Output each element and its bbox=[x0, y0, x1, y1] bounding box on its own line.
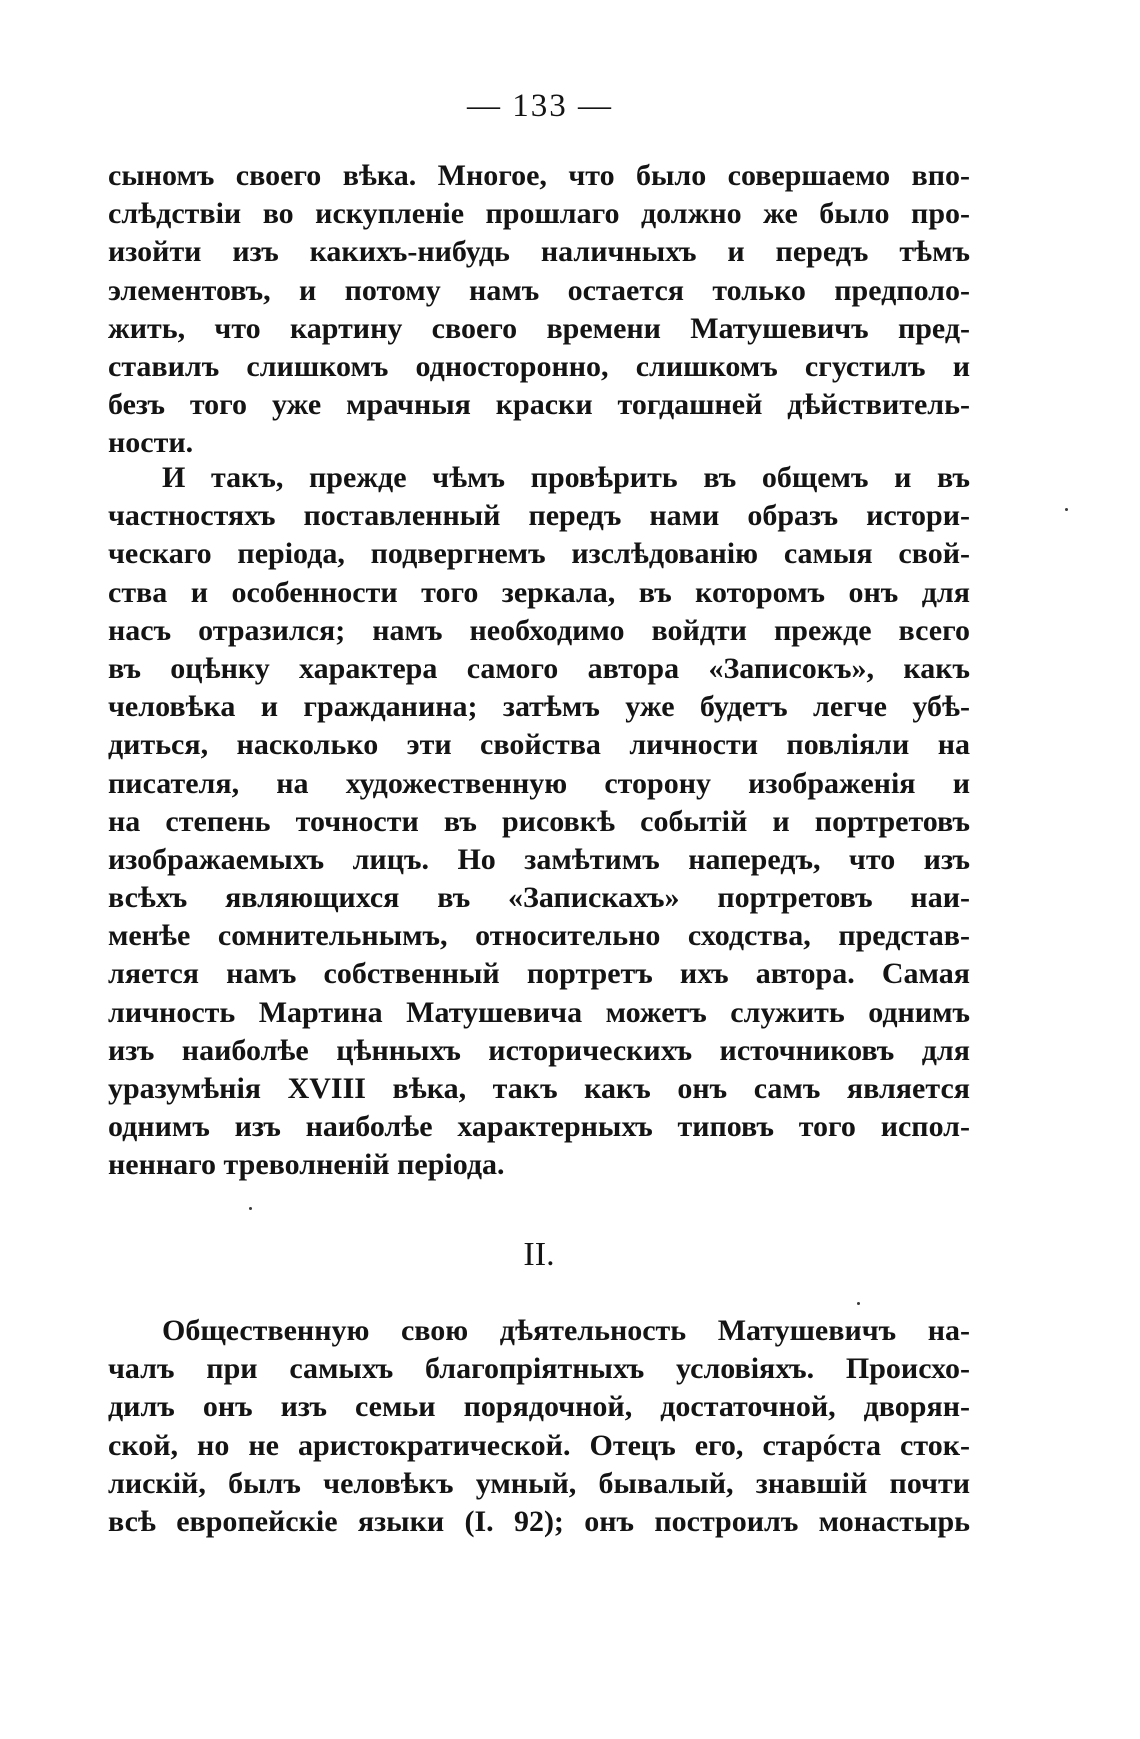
text-line: изображаемыхъ лицъ. Но замѣтимъ напередъ, что изъ bbox=[108, 842, 970, 876]
text-line: изойти изъ какихъ-нибудь наличныхъ и передъ тѣмъ bbox=[108, 235, 970, 269]
paragraph-public-activity bbox=[108, 1312, 970, 1541]
text-line: сыномъ своего вѣка. Многое, что было совершаемо впо- bbox=[108, 159, 970, 192]
text-line: въ оцѣнку характера самого автора «Записокъ», какъ bbox=[108, 651, 970, 685]
print-speck bbox=[857, 1302, 860, 1305]
print-speck bbox=[1065, 508, 1068, 511]
text-line: ческаго періода, подвергнемъ изслѣдованію самыя свой- bbox=[108, 537, 970, 571]
text-line: лискій, былъ человѣкъ умный, бывалый, знавшій почти bbox=[108, 1466, 970, 1500]
text-line: ставилъ слишкомъ односторонно, слишкомъ сгустилъ и bbox=[108, 349, 970, 383]
text-line: дилъ онъ изъ семьи порядочной, достаточной, дворян- bbox=[108, 1390, 970, 1424]
text-line: насъ отразился; намъ необходимо войдти прежде всего bbox=[108, 613, 970, 647]
text-line: всѣ европейскіе языки (I. 92); онъ построилъ монастырь bbox=[108, 1504, 970, 1538]
text-line: всѣхъ являющихся въ «Запискахъ» портретовъ наи- bbox=[108, 881, 970, 915]
text-line: частностяхъ поставленный передъ нами образъ истори- bbox=[108, 499, 970, 533]
text-line: элементовъ, и потому намъ остается только предполо- bbox=[108, 273, 970, 307]
text-line: уразумѣнія XVIII вѣка, такъ какъ онъ самъ является bbox=[108, 1072, 970, 1105]
text-line: менѣе сомнительнымъ, относительно сходства, представ- bbox=[108, 919, 970, 953]
text-line: неннаго треволненій періода. bbox=[108, 1148, 505, 1182]
text-line: ства и особенности того зеркала, въ которомъ онъ для bbox=[108, 575, 970, 609]
paragraph-author-character bbox=[108, 459, 970, 1185]
text-line: безъ того уже мрачныя краски тогдашней дѣйствитель- bbox=[108, 388, 970, 422]
text-line: на степень точности въ рисовкѣ событій и портретовъ bbox=[108, 804, 970, 838]
text-line: И такъ, прежде чѣмъ провѣрить въ общемъ и въ bbox=[162, 461, 970, 494]
text-line: ской, но не аристократической. Отецъ его, старóста сток- bbox=[108, 1428, 970, 1462]
text-line: личность Мартина Матушевича можетъ служить однимъ bbox=[108, 995, 970, 1029]
text-line: однимъ изъ наиболѣе характерныхъ типовъ того испол- bbox=[108, 1110, 970, 1144]
text-line: диться, насколько эти свойства личности повліяли на bbox=[108, 728, 970, 762]
text-line: жить, что картину своего времени Матушевичъ пред- bbox=[108, 311, 970, 345]
page-number: — 133 — bbox=[467, 88, 613, 124]
text-line: чалъ при самыхъ благопріятныхъ условіяхъ. Происхо- bbox=[108, 1352, 970, 1386]
text-line: писателя, на художественную сторону изображенія и bbox=[108, 766, 970, 800]
text-line: ляется намъ собственный портретъ ихъ автора. Самая bbox=[108, 957, 970, 991]
text-line: человѣка и гражданина; затѣмъ уже будетъ легче убѣ- bbox=[108, 690, 970, 724]
section-heading: II. bbox=[523, 1236, 555, 1273]
text-line: слѣдствіи во искупленіе прошлаго должно же было про- bbox=[108, 197, 970, 231]
text-line: изъ наиболѣе цѣнныхъ историческихъ источниковъ для bbox=[108, 1033, 970, 1067]
print-speck bbox=[249, 1207, 252, 1210]
text-line: ности. bbox=[108, 426, 194, 460]
text-line: Общественную свою дѣятельность Матушевичъ на- bbox=[162, 1314, 970, 1347]
paragraph-continuation bbox=[108, 157, 970, 463]
